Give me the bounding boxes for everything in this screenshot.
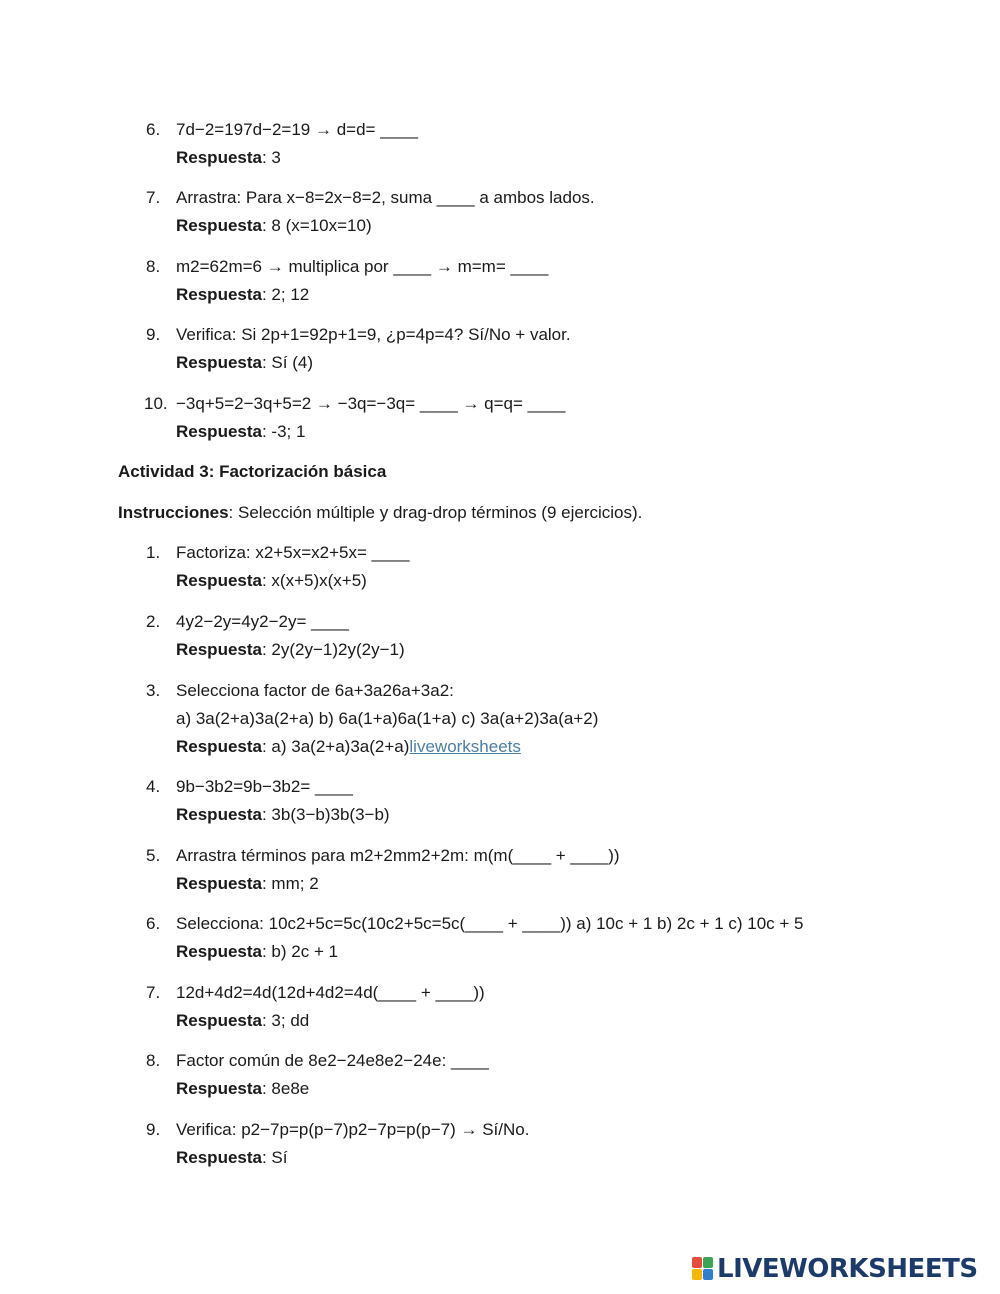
exercise-question: 7d−2=197d−2=19 → d=d= ____ (176, 120, 419, 139)
exercise-question: Factor común de 8e2−24e8e2−24e: ____ (176, 1051, 489, 1070)
exercise-number: 4. (146, 777, 161, 796)
answer-value: : x(x+5)x(x+5) (261, 571, 367, 590)
exercise-number: 9. (146, 325, 161, 344)
answer-label: Respuesta (176, 640, 262, 659)
answer-label: Respuesta (176, 1011, 262, 1030)
exercise-number: 7. (146, 983, 161, 1002)
exercise-question: m2=62m=6 → multiplica por ____ → m=m= ____ (176, 257, 549, 276)
exercise-question: Arrastra: Para x−8=2x−8=2, suma ____ a ambos lados. (176, 188, 595, 207)
exercise-question: Selecciona factor de 6a+3a26a+3a2: (176, 681, 454, 700)
answer-label: Respuesta (176, 1079, 262, 1098)
answer-label: Respuesta (176, 874, 262, 893)
exercise-number: 8. (146, 257, 161, 276)
answer-label: Respuesta (176, 737, 262, 756)
exercise-question: Factoriza: x2+5x=x2+5x= ____ (176, 543, 410, 562)
answer-label: Respuesta (176, 942, 262, 961)
answer-value: : mm; 2 (261, 874, 319, 893)
exercise-question: 9b−3b2=9b−3b2= ____ (176, 777, 353, 796)
answer-label: Respuesta (176, 148, 262, 167)
answer-label: Respuesta (176, 285, 262, 304)
answer-label: Respuesta (176, 805, 262, 824)
answer-label: Respuesta (176, 571, 262, 590)
answer-label: Respuesta (176, 353, 262, 372)
instructions (118, 499, 642, 527)
answer-value: : 8 (x=10x=10) (261, 216, 372, 235)
exercise-number: 3. (146, 681, 161, 700)
exercise-number: 8. (146, 1051, 161, 1070)
section-heading: Actividad 3: Factorización básica (118, 462, 387, 481)
answer-value: : 3 (261, 148, 281, 167)
exercise-number: 5. (146, 846, 161, 865)
liveworksheets-link[interactable]: liveworksheets (409, 737, 521, 756)
logo-block-4 (703, 1269, 713, 1280)
answer-value: : 8e8e (261, 1079, 310, 1098)
answer-value: : a) 3a(2+a)3a(2+a) (261, 737, 410, 756)
answer-label: Respuesta (176, 1148, 262, 1167)
answer-value: : Sí (261, 1148, 288, 1167)
exercise-question: 12d+4d2=4d(12d+4d2=4d(____ + ____)) (176, 983, 485, 1002)
exercise-question: Selecciona: 10c2+5c=5c(10c2+5c=5c(____ + ____)) a) 10c + 1 b) 2c + 1 c) 10c + 5 (176, 914, 804, 933)
answer-value: : 2y(2y−1)2y(2y−1) (261, 640, 405, 659)
logo-block-1 (692, 1257, 702, 1268)
answer-value: : -3; 1 (261, 422, 306, 441)
answer-value: : 3b(3−b)3b(3−b) (261, 805, 390, 824)
liveworksheets-logo (692, 1253, 988, 1285)
exercise-options: a) 3a(2+a)3a(2+a) b) 6a(1+a)6a(1+a) c) 3a(a+2)3a(a+2) (176, 709, 599, 728)
answer-label: Respuesta (176, 422, 262, 441)
logo-text: LIVEWORKSHEETS (717, 1254, 978, 1284)
exercise-number: 6. (146, 914, 161, 933)
exercise-question: Verifica: Si 2p+1=92p+1=9, ¿p=4p=4? Sí/No + valor. (176, 325, 571, 344)
answer-value: : 2; 12 (261, 285, 310, 304)
instructions-label: Instrucciones (118, 503, 229, 522)
logo-block-3 (692, 1269, 702, 1280)
logo-blocks-icon (692, 1257, 714, 1281)
answer-value: : Sí (4) (261, 353, 313, 372)
exercise-number: 2. (146, 612, 161, 631)
answer-value: : 3; dd (261, 1011, 310, 1030)
answer-label: Respuesta (176, 216, 262, 235)
exercise-question: Arrastra términos para m2+2mm2+2m: m(m(____ + ____)) (176, 846, 620, 865)
exercise-question: 4y2−2y=4y2−2y= ____ (176, 612, 349, 631)
exercise-question: Verifica: p2−7p=p(p−7)p2−7p=p(p−7) → Sí/No. (176, 1120, 530, 1139)
exercise-number: 6. (146, 120, 161, 139)
exercise-number: 7. (146, 188, 161, 207)
instructions-text: : Selección múltiple y drag-drop términos (9 ejercicios). (228, 503, 643, 522)
exercise-number: 9. (146, 1120, 161, 1139)
exercise-number: 10. (144, 394, 168, 413)
exercise-number: 1. (146, 543, 161, 562)
exercise-question: −3q+5=2−3q+5=2 → −3q=−3q= ____ → q=q= ____ (176, 394, 566, 413)
logo-block-2 (703, 1257, 713, 1268)
answer-value: : b) 2c + 1 (261, 942, 339, 961)
